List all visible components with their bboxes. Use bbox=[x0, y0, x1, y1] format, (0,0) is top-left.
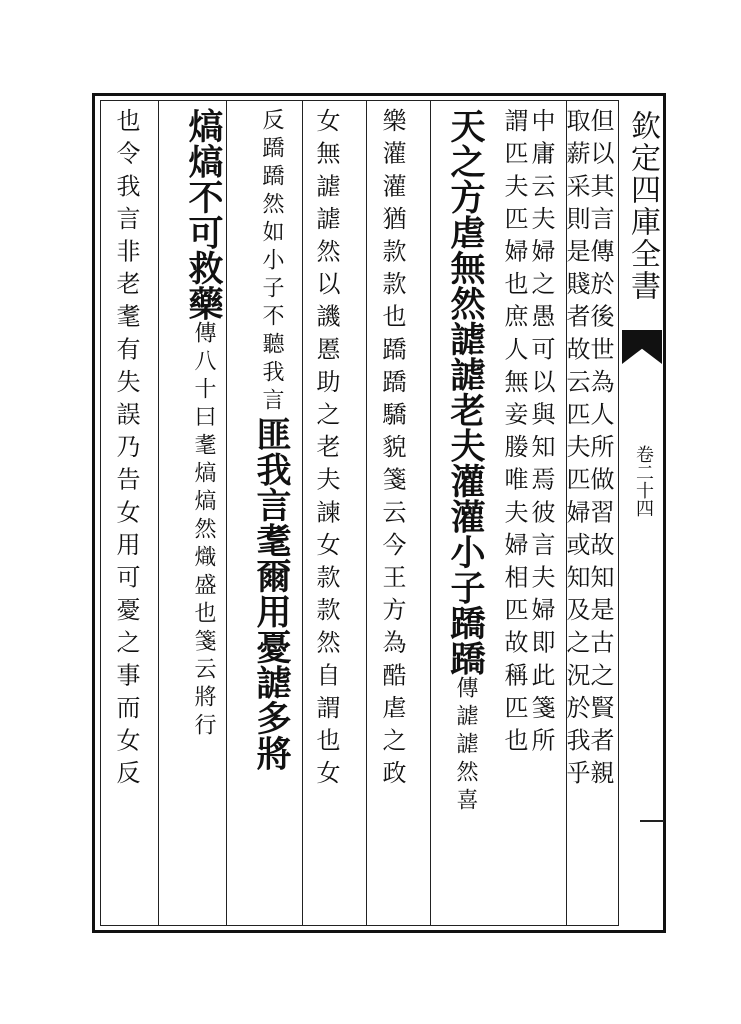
commentary-column: 樂灌灌猶款款也蹻蹻驕貌箋云今王方為酷虐之政 bbox=[378, 108, 406, 793]
commentary-text: 傳謔謔然喜 bbox=[453, 676, 478, 816]
verse-column bbox=[246, 108, 296, 771]
volume-number: 卷二十四 bbox=[633, 445, 654, 517]
commentary-column: 也令我言非老耄有失誤乃告女用可憂之事而女反 bbox=[112, 108, 140, 793]
commentary-column: 謂匹夫匹婦也庶人無妾媵唯夫婦相匹故稱匹也 bbox=[500, 108, 528, 760]
verse-text: 熇熇不可救藥 bbox=[183, 108, 224, 321]
commentary-column: 取薪采則是賤者故云匹夫匹婦或知及之況於我乎 bbox=[562, 108, 590, 793]
commentary-column: 中庸云夫婦之愚可以與知焉彼言夫婦即此箋所 bbox=[527, 108, 555, 760]
commentary-text: 反蹻蹻然如小子不聽我言 bbox=[259, 108, 284, 416]
commentary-column: 但以其言傳於後世為人所做習故知是古之賢者親 bbox=[586, 108, 614, 793]
verse-column bbox=[440, 108, 490, 816]
leaf-mark bbox=[640, 820, 664, 822]
column-rule bbox=[158, 101, 159, 925]
verse-text: 天之方虐無然謔謔老夫灌灌小子蹻蹻 bbox=[445, 108, 486, 676]
verse-column bbox=[178, 108, 228, 741]
column-rule bbox=[430, 101, 431, 925]
verse-text: 匪我言耄爾用憂謔多將 bbox=[251, 416, 292, 771]
column-rule bbox=[366, 101, 367, 925]
column-rule bbox=[302, 101, 303, 925]
book-title: 欽定四庫全書 bbox=[625, 110, 660, 302]
commentary-text: 傳八十曰耄熇熇然熾盛也箋云將行 bbox=[191, 321, 216, 741]
commentary-column: 女無謔謔然以譏慝助之老夫諫女款款然自謂也女 bbox=[312, 108, 340, 793]
